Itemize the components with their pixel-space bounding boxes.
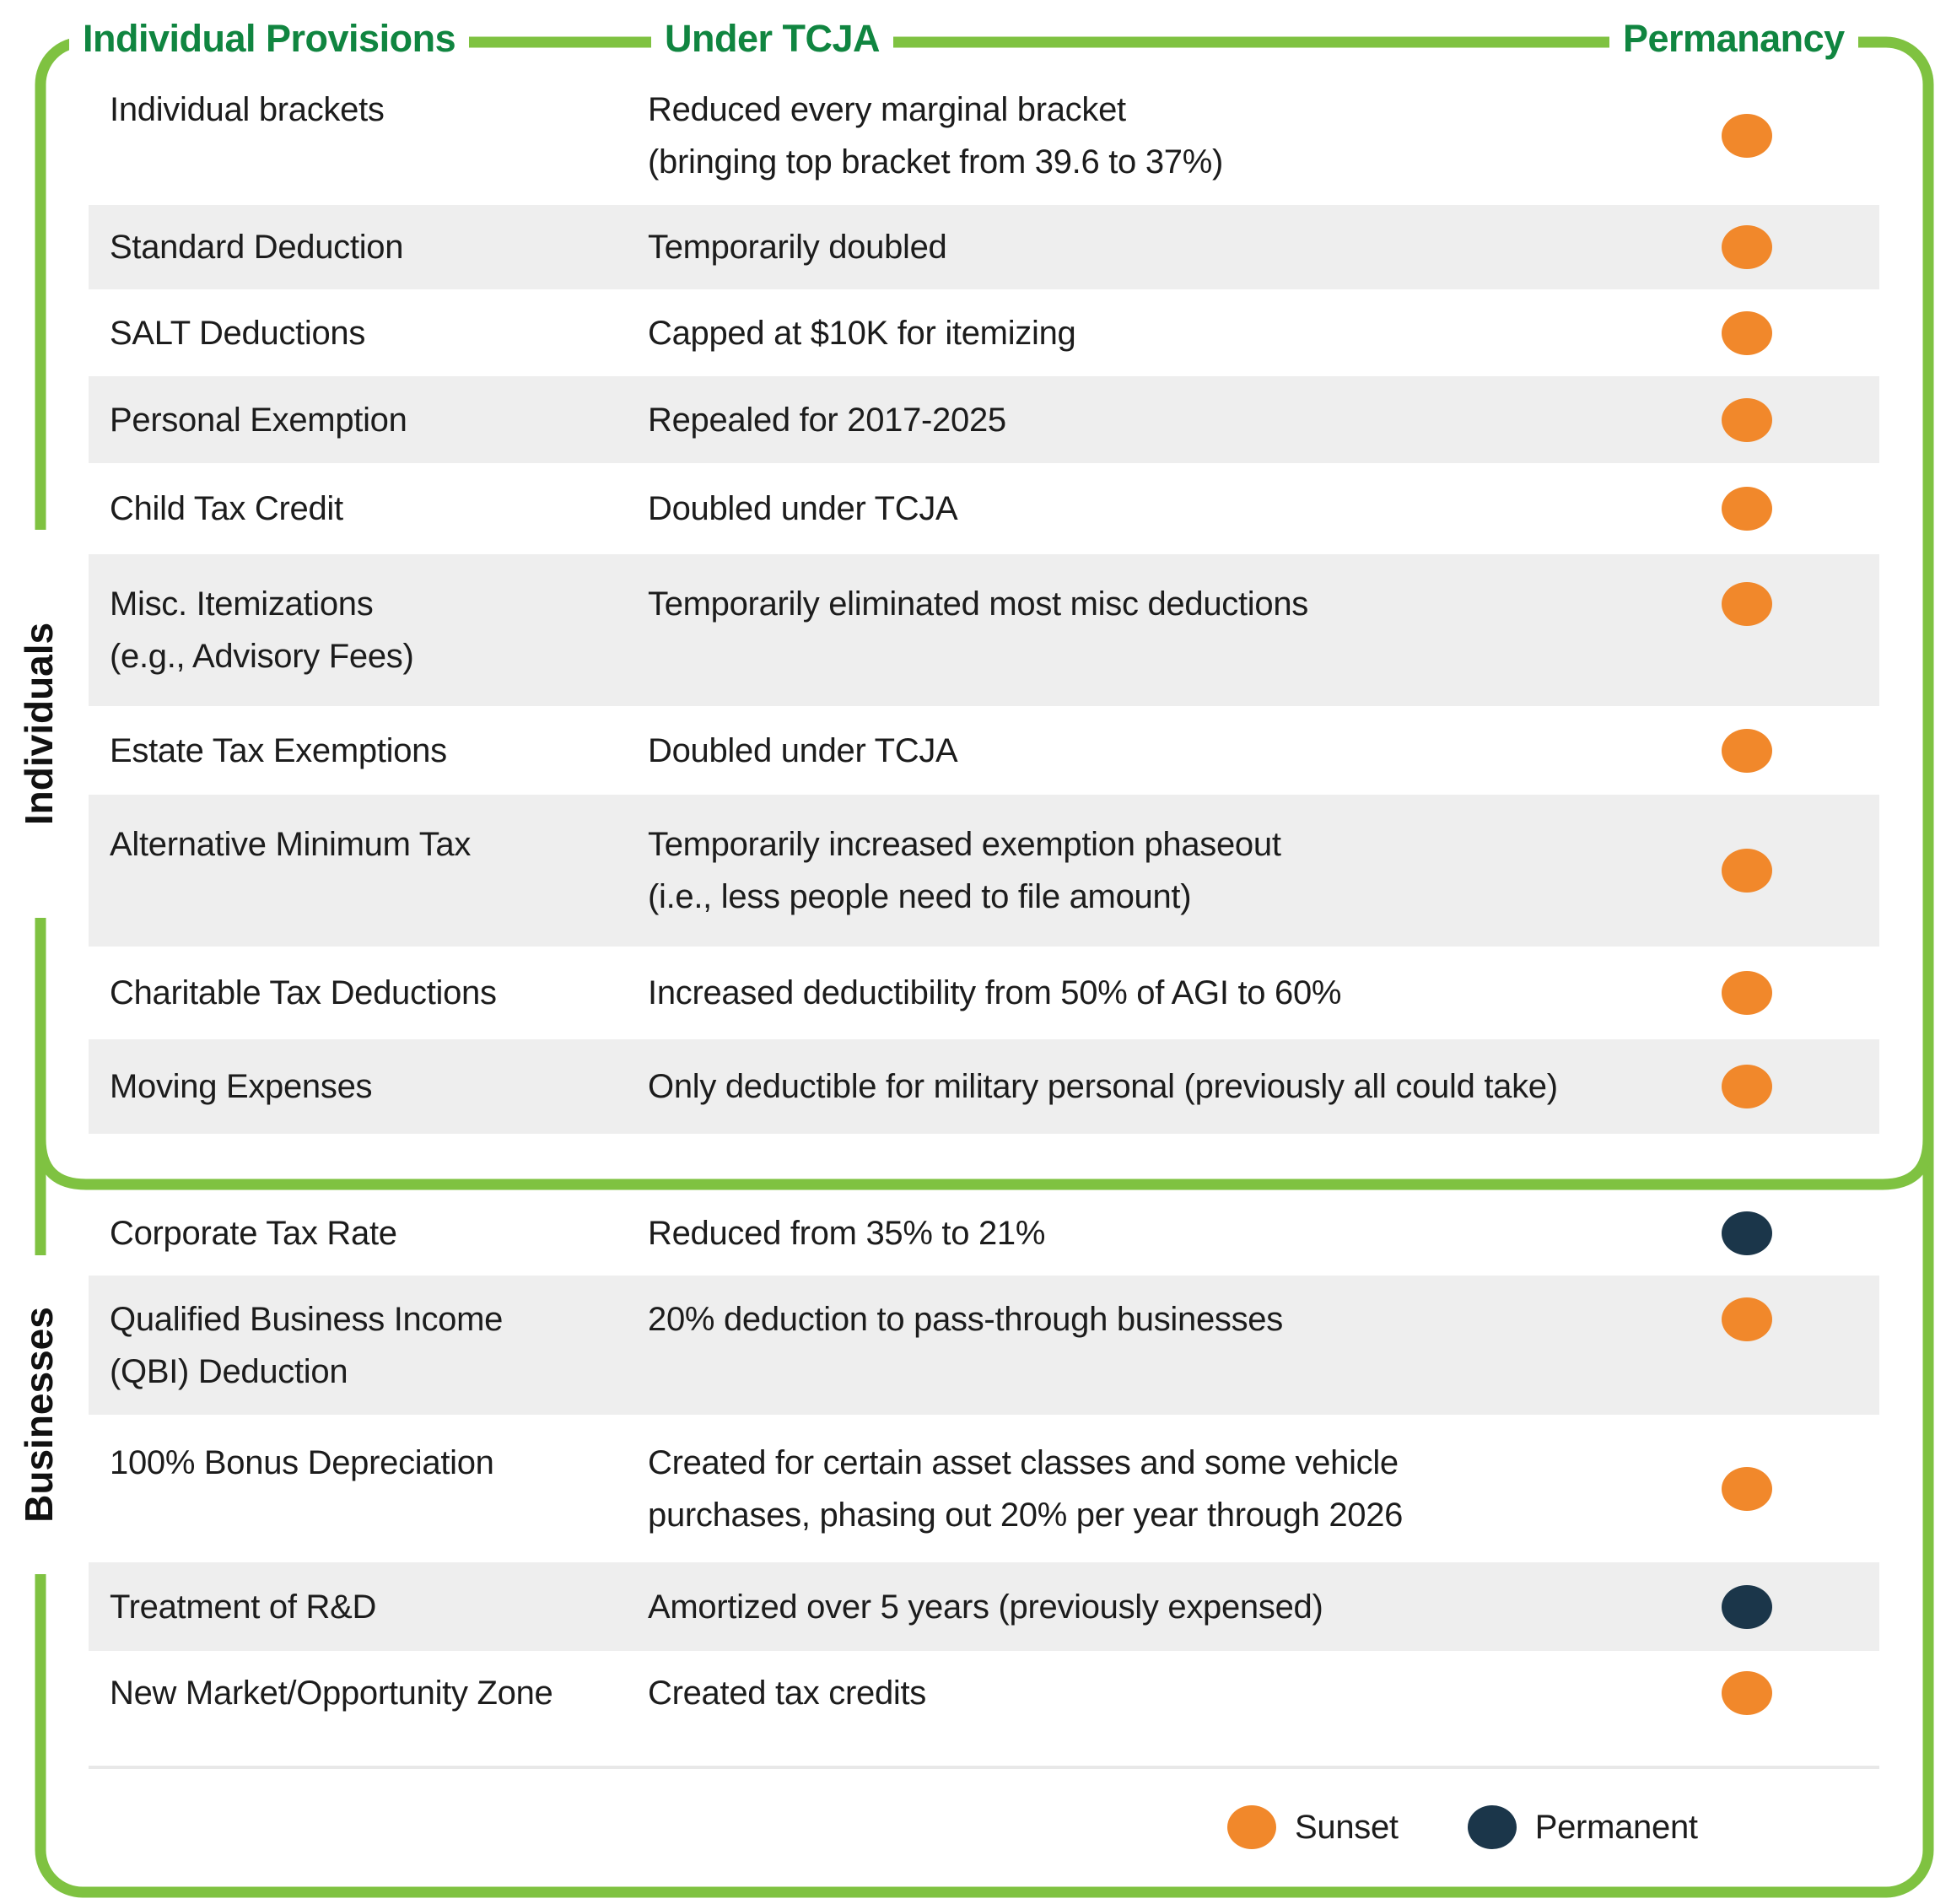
legend-label-sunset: Sunset: [1295, 1808, 1399, 1846]
provision-name-line: Treatment of R&D: [110, 1588, 377, 1626]
provision-description-line: Amortized over 5 years (previously expensed): [648, 1588, 1323, 1626]
provision-description: [648, 1249, 1283, 1389]
sunset-dot-icon: [1722, 1065, 1772, 1108]
permanent-dot-icon: [1722, 1211, 1772, 1255]
sunset-dot-icon: [1722, 114, 1772, 158]
table-row: [89, 1651, 1879, 1735]
provision-name: [110, 463, 343, 554]
section-separator-line: [40, 1139, 1928, 1184]
provision-name-line: Moving Expenses: [110, 1068, 373, 1105]
provision-description: [648, 1415, 1403, 1562]
provision-description-line: Only deductible for military personal (previously all could take): [648, 1068, 1558, 1105]
provision-description-line: Increased deductibility from 50% of AGI to 60%: [648, 974, 1342, 1011]
provision-name-line: Personal Exemption: [110, 401, 407, 439]
table-row: [89, 376, 1879, 463]
provision-name: [110, 1651, 552, 1735]
provision-name: [110, 1039, 372, 1134]
provision-name-line: Corporate Tax Rate: [110, 1215, 397, 1252]
sunset-dot-icon: [1722, 225, 1772, 269]
provision-description: [648, 1562, 1323, 1651]
provision-description: [648, 947, 1341, 1039]
legend-divider: [89, 1766, 1879, 1769]
provision-name-line: Charitable Tax Deductions: [110, 974, 497, 1011]
provision-name: [110, 205, 403, 289]
provision-description: [648, 1039, 1558, 1134]
provision-description-line: Doubled under TCJA: [648, 731, 958, 769]
provision-name-line: Misc. Itemizations: [110, 585, 374, 623]
table-row: [89, 289, 1879, 376]
sunset-dot-icon: [1722, 582, 1772, 626]
provision-name: [110, 1389, 494, 1536]
legend: [1227, 1805, 1698, 1849]
provision-description: [648, 376, 1006, 463]
sunset-dot-icon: [1722, 487, 1772, 531]
permanent-dot-icon: [1722, 1585, 1772, 1629]
provision-name: [110, 554, 414, 706]
section-label-individuals: [5, 530, 73, 918]
provision-description-line: Repealed for 2017-2025: [648, 401, 1006, 439]
provision-description-line: (i.e., less people need to file amount): [648, 878, 1192, 915]
provision-name-line: Estate Tax Exemptions: [110, 731, 447, 769]
provision-description-line: purchases, phasing out 20% per year through 2026: [648, 1496, 1404, 1534]
column-header-individual-provisions: Individual Provisions: [69, 15, 469, 62]
provision-description-line: Created for certain asset classes and some vehicle: [648, 1443, 1399, 1481]
sunset-dot-icon: [1722, 1467, 1772, 1511]
section-label-businesses-text: Businesses: [17, 1307, 62, 1523]
section-label-businesses: [5, 1255, 73, 1574]
provision-description: [648, 289, 1075, 376]
provision-name-line: Individual brackets: [110, 90, 385, 128]
provision-name-line: Alternative Minimum Tax: [110, 826, 472, 863]
provision-description: [648, 795, 1281, 947]
provision-name-line: Qualified Business Income: [110, 1300, 504, 1338]
table-row: [89, 1039, 1879, 1134]
sunset-dot-icon: [1722, 398, 1772, 442]
column-header-permanancy: Permanancy: [1609, 15, 1858, 62]
section-label-individuals-text: Individuals: [17, 622, 62, 826]
sunset-dot-icon: [1722, 971, 1772, 1015]
provision-name-line: SALT Deductions: [110, 314, 366, 352]
provision-description: [648, 205, 947, 289]
provision-name: [110, 769, 471, 920]
provision-description: [648, 1651, 926, 1735]
column-header-under-tcja: Under TCJA: [651, 15, 893, 62]
table-row: [89, 1562, 1879, 1651]
provision-description-line: Capped at $10K for itemizing: [648, 314, 1076, 352]
provision-name-line: New Market/Opportunity Zone: [110, 1675, 553, 1712]
provision-name-line: 100% Bonus Depreciation: [110, 1443, 494, 1481]
provision-description-line: Reduced every marginal bracket: [648, 90, 1126, 128]
provision-description-line: Doubled under TCJA: [648, 490, 958, 527]
provision-name: [110, 1191, 397, 1276]
provision-name: [110, 376, 407, 463]
provision-description: [648, 528, 1308, 680]
provision-name-line: Standard Deduction: [110, 229, 404, 266]
provision-description-line: Temporarily increased exemption phaseout: [648, 826, 1281, 863]
provision-description-line: Created tax credits: [648, 1675, 927, 1712]
provision-description-line: Temporarily doubled: [648, 229, 947, 266]
provision-name-line: (e.g., Advisory Fees): [110, 638, 414, 675]
table-row: [89, 795, 1879, 947]
sunset-dot-icon: [1227, 1805, 1276, 1849]
provision-name: [110, 289, 365, 376]
sunset-dot-icon: [1722, 1671, 1772, 1715]
provision-name-line: (QBI) Deduction: [110, 1352, 348, 1390]
permanent-dot-icon: [1468, 1805, 1517, 1849]
provision-description: [648, 66, 1223, 205]
provision-description-line: Reduced from 35% to 21%: [648, 1215, 1046, 1252]
provision-name: [110, 1562, 376, 1651]
sunset-dot-icon: [1722, 311, 1772, 355]
provision-description: [648, 706, 957, 795]
table-row: [89, 205, 1879, 289]
provision-name: [110, 947, 497, 1039]
sunset-dot-icon: [1722, 849, 1772, 893]
provision-description-line: 20% deduction to pass-through businesses: [648, 1300, 1283, 1338]
sunset-dot-icon: [1722, 1297, 1772, 1341]
legend-label-permanent: Permanent: [1534, 1808, 1698, 1846]
table-row: [89, 1415, 1879, 1562]
provision-description-line: (bringing top bracket from 39.6 to 37%): [648, 143, 1223, 181]
table-row: [89, 554, 1879, 706]
sunset-dot-icon: [1722, 729, 1772, 773]
provision-name-line: Child Tax Credit: [110, 490, 343, 527]
table-row: [89, 947, 1879, 1039]
provision-description-line: Temporarily eliminated most misc deductions: [648, 585, 1308, 623]
table-row: [89, 66, 1879, 205]
